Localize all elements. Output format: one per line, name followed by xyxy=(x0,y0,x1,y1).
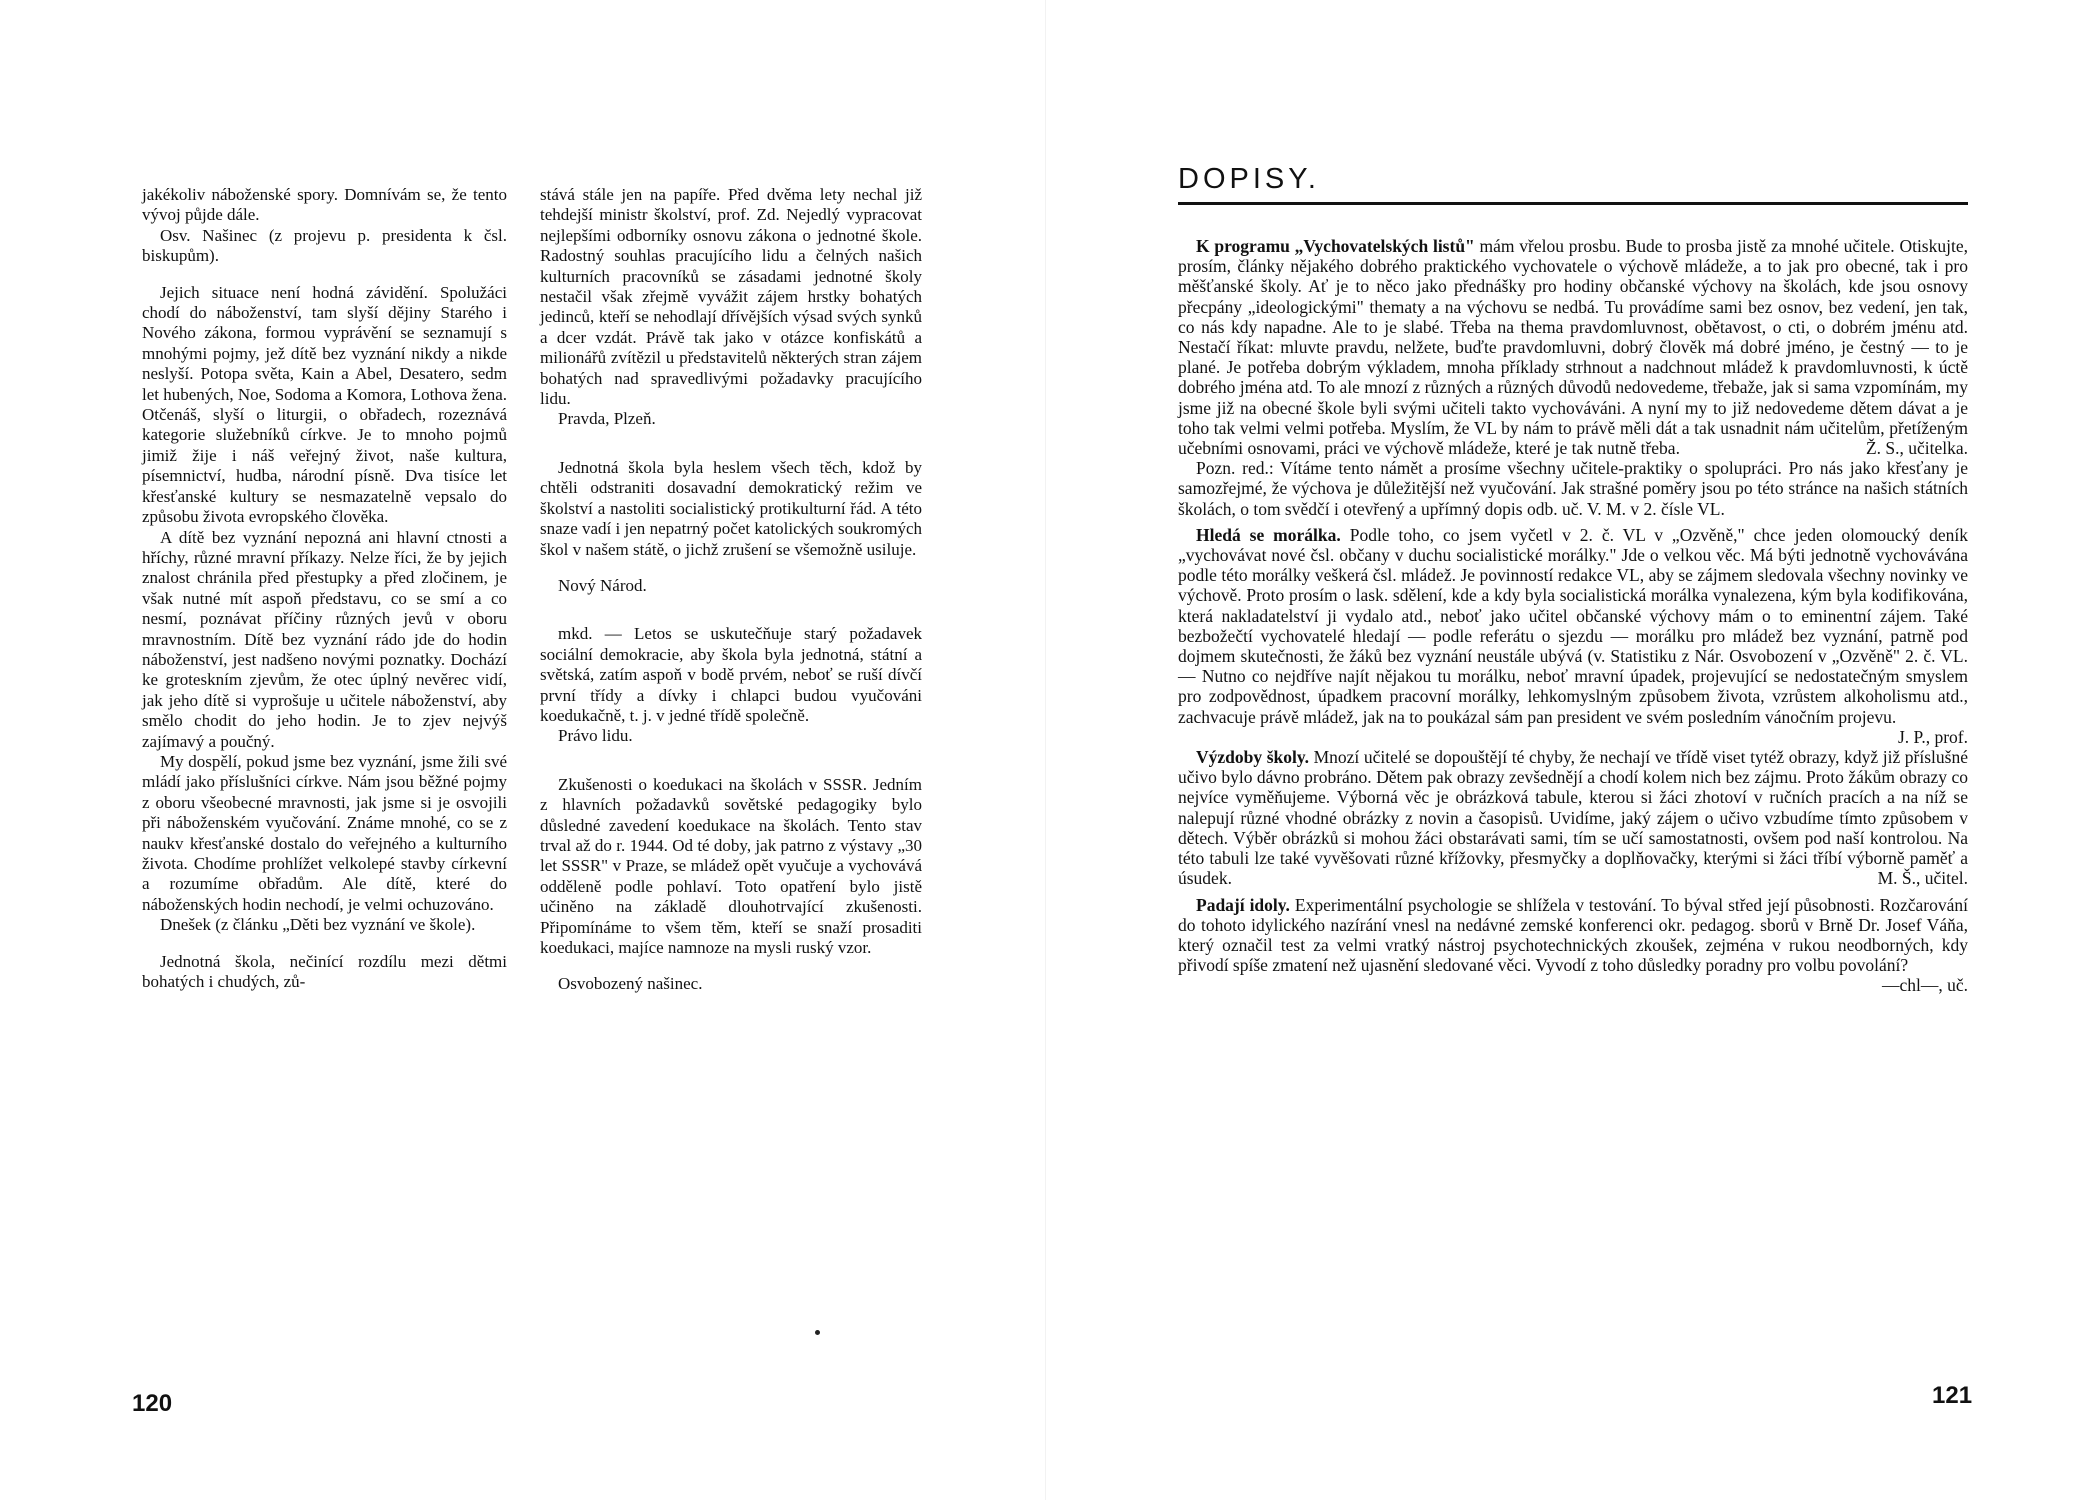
section-title: DOPISY. xyxy=(1178,163,1320,195)
source-attribution: Osv. Našinec (z projevu p. presidenta k čsl. biskupům). xyxy=(142,225,507,266)
left-page-column-1 xyxy=(142,185,507,992)
source-attribution: Právo lidu. xyxy=(558,726,633,746)
letter-signature: M. Š., učitel. xyxy=(1877,868,1968,889)
letter-signature: J. P., prof. xyxy=(1897,726,1968,747)
source-attribution: Osvobozený našinec. xyxy=(558,974,703,994)
letter-text: Experimentální psychologie se shlížela v testování. To býval střed její působnosti. Rozčarování do tohoto idylického nazírání vnesl na nedávné zemské konferenci okr. pedagog. sborů v Brně Dr. Josef Váňa, který označil test za velmi vratký nástroj psychotechnických zkoušek, zejména v rukou neodborných, kdy přivodí spíše zmatení než ujasnění sledované věci. Vyvodí z toho důsledky poradny pro volbu povolání? xyxy=(1178,894,1968,976)
letter xyxy=(1178,524,1968,747)
page-gutter xyxy=(1045,0,1046,1500)
letter xyxy=(1178,894,1968,996)
paragraph: stává stále jen na papíře. Před dvěma lety nechal již tehdejší ministr školství, prof. Zd. Nejedlý vypracovat nejlepšími odborníky osnovu zákona o jednotné škole. Radostný souhlas pracujícího lidu a čelných našich kulturních pracovníků se zásadami jednotné školy nestačil však zřejmě vyvážit zájem hrstky bohatých jedinců, kteří se nehodlají dřívějších výsad svých synků a dcer vzdát. Právě tak jako v otázce konfiskátů a milionářů zvítězil u představitelů některých stran zájem bohatých nad spravedlivými požadavky pracujícího lidu. xyxy=(540,185,922,409)
letter-lead: Výzdoby školy. xyxy=(1196,747,1310,768)
letter-text: Pozn. red.: Vítáme tento námět a prosíme všechny učitele-praktiky o spolupráci. Pro nás jako křesťany je samozřejmé, že výchova je důležitější než vyučování. Jak strašné poměry jsou po této stránce na našich státních školách, o tom svědčí i otevřený a upřímný dopis odb. uč. V. M. v 2. čísle VL. xyxy=(1178,458,1968,519)
paragraph: My dospělí, pokud jsme bez vyznání, jsme žili své mládí jako příslušníci církve. Nám jsou běžné pojmy z oboru všeobecné mravnosti, jak jsme si je osvojili při náboženském vyučování. Známe mnohé, co se z naukv křesťanské dostalo do veřejného a kulturního života. Chodíme prohlížet velkolepé stavby církevní a rozumíme obřadům. Ale dítě, které do náboženských hodin nechodí, je velmi ochuzováno. xyxy=(142,751,507,914)
letter xyxy=(1178,747,1968,888)
letter-signature: —chl—, uč. xyxy=(1881,975,1968,996)
paragraph: Jednotná škola byla heslem všech těch, kdož by chtěli odstraniti dosavadní demokratický režim ve školství a nastoliti socialistický protikulturní řád. A této snaze vadí i jen nepatrný počet katolických soukromých škol v našem státě, o jichž zrušení se všemožně usiluje. xyxy=(540,457,922,559)
letter-signature: Ž. S., učitelka. xyxy=(1865,438,1968,459)
source-attribution: Nový Národ. xyxy=(558,575,647,595)
letter-text: mám vřelou prosbu. Bude to prosba jistě za mnohé učitele. Otiskujte, prosím, články nějakého dobrého praktického vychovatele o výchově mládeže, a to jak pro obecné, tak i pro měšťanské školy. Ať je to něco jako přednášky pro hodiny občanské výchovy na školách, kde jsou osnovy přecpány „ideologickými" thematy a na výchovu se nedbá. Tu provádíme sami bez osnov, bez vedení, jen tak, co nás kdy napadne. Ale to je slabé. Třeba na thema pravdomluvnost, obětavost, o cti, o dobrém jménu atd. Nestačí říkat: mluvte pravdu, nelžete, buďte pravdomluvni, dobrý člověk má dobré jméno, je čestný — to je plané. Je potřeba dobrým výkladem, mnoha příklady strhnout a nadchnout mládež k pravdomluvnosti, k úctě dobrého jména atd. To ale mnozí z různých a různých důvodů nedovedeme, třebaže, jak si sama vzpomínám, my jsme již na obecné škole byli svými učiteli takto vychováváni. A nyní my to již nedovedeme dětem dávat a je toho tak velmi velmi potřeba. Myslím, že VL by nám to právě měli dát a tak usnadnit nám učitelům, přetíženým učebními osnovami, práci ve výchově mládeže, které je tak nutně třeba. xyxy=(1178,236,1968,459)
paragraph: Zkušenosti o koedukaci na školách v SSSR. Jedním z hlavních požadavků sovětské pedagogiky bylo důsledné zavedení koedukace na školách. Tento stav trval až do r. 1944. Od té doby, jak patrno z výstavy „30 let SSSR" v Praze, se mládež opět vyučuje a vychovává odděleně podle pohlaví. Toto opatření bylo jistě učiněno na základě dlouhotrvající zkušenosti. Připomínáme to všem těm, kteří se snaží prosaditi koedukaci, majíce namnoze na mysli ruský vzor. xyxy=(540,774,922,957)
title-rule xyxy=(1178,202,1968,205)
letter xyxy=(1178,236,1968,458)
page-number-left: 120 xyxy=(132,1390,173,1417)
letter-text: Mnozí učitelé se dopouštějí té chyby, že nechají ve třídě viset tytéž obrazy, když již příslušné učivo bylo dávno probráno. Dětem pak obrazy zevšednějí a chodí kolem nich bez zájmu. Proto žákům obrazy co nejvíce vyměňujeme. Výborná věc je obrázková tabule, kterou si žáci zhotoví v ručních pracích a na níž se nalepují různé vhodné obrázky z novin a časopisů. Uvidíme, jaký zájem o učivo vzbudíme tímto způsobem v dětech. Výběr obrázků si mohou žáci obstarávati sami, tím se učí samostatnosti, ovšem pod naší kontrolou. Na této tabuli lze také vyvěšovati různé křížovky, přesmyčky a doplňovačky, kterými si žáci tříbí výborně paměť a úsudek. xyxy=(1178,747,1968,889)
page-number-right: 121 xyxy=(1932,1382,1973,1409)
source-attribution: Dnešek (z článku „Děti bez vyznání ve škole). xyxy=(160,915,476,935)
print-speck xyxy=(815,1330,820,1335)
letter-lead: Hledá se morálka. xyxy=(1196,524,1341,545)
left-page-column-2 xyxy=(540,185,922,995)
letter-lead: K programu „Vychovatelských listů" xyxy=(1196,236,1475,256)
right-page-column xyxy=(1178,236,1968,996)
letter-text: Podle toho, co jsem vyčetl v 2. č. VL v „Ozvěně," chce jeden olomoucký deník „vychovávat nové čsl. občany v duchu socialistické morálky." Jde o velkou věc. Má býti jednotně vychovávána podle této morálky veškerá čsl. mládež. Je povinností redakce VL, aby se zájmem sledovala všechny novinky ve výchově. Proto prosím o lask. sdělení, kde a kdy byla socialistická morálka vynalezena, kým byla kodifikována, která nakladatelství ji vydalo atd., neboť jako učitel občanské výchovy mám o to eminentní zájem. Také bezbožečtí vychovatelé hledají — podle referátu o sjezdu — morálku pro mládež bez vyznání, patrně pod dojmem skutečnosti, že žáků bez vyznání neustále ubývá (v. Statistiku z Nár. Osvobození v „Ozvěně" 2. č. VL. — Nutno co nejdříve najít nějakou tu morálku, neboť mravní úpadek, projevující se nedostatečným smyslem pro zodpovědnost, úpadkem pracovní morálky, lehkomyslným způsobem života, vzrůstem alkoholismu atd., zachvacuje právě mládež, jak na to poukázal sám pan president ve svém posledním vánočním projevu. xyxy=(1178,524,1968,727)
paragraph: mkd. — Letos se uskutečňuje starý požadavek sociální demokracie, aby škola byla jednotná, státní a světská, zatím aspoň v bodě prvém, neboť se ruší dívčí první třídy a dívky i chlapci budou vyučováni koedukačně, t. j. v jedné třídě společně. xyxy=(540,624,922,725)
letter-lead: Padají idoly. xyxy=(1196,894,1290,915)
paragraph: Jednotná škola, nečinící rozdílu mezi dětmi bohatých i chudých, zů- xyxy=(142,951,507,992)
editor-note xyxy=(1178,458,1968,519)
paragraph: jakékoliv náboženské spory. Domnívám se, že tento vývoj půjde dále. xyxy=(142,185,507,225)
paragraph: A dítě bez vyznání nepozná ani hlavní ctnosti a hříchy, různé mravní příkazy. Nelze říci, že by jejich znalost chránila před přestupky a před zločinem, je však nutné mít aspoň představu, co se smí a co nesmí, poznávat příčiny různých jevů v oboru mravnostním. Dítě bez vyznání rádo jde do hodin náboženství, jest nadšeno novými poznatky. Dochází ke groteskním zjevům, že otec úplný nevěrec vidí, jak jeho dítě si vyprošuje u učitele náboženství, aby smělo chodit do jeho hodin. Je to zjev nejvýš zajímavý a poučný. xyxy=(142,527,507,751)
paragraph: Jejich situace není hodná závidění. Spolužáci chodí do náboženství, tam slyší dějiny Starého i Nového zákona, formou vyprávění se seznamují s mnohými pojmy, jež dítě bez vyznání nikdy a nikde neslyší. Potopa světa, Kain a Abel, Desatero, sedm let hubených, Noe, Sodoma a Komora, Lothova žena. Otčenáš, slyší o liturgii, o obřadech, rozeznává kategorie služebníků církve. Je to mnoho pojmů jimiž žije i náš veřejný život, naše kultura, písemnictví, hudba, národní písně. Dva tisíce let křesťanské kultury se nesmazatelně vepsalo do způsobu života evropského člověka. xyxy=(142,282,507,527)
source-attribution: Pravda, Plzeň. xyxy=(558,409,656,429)
